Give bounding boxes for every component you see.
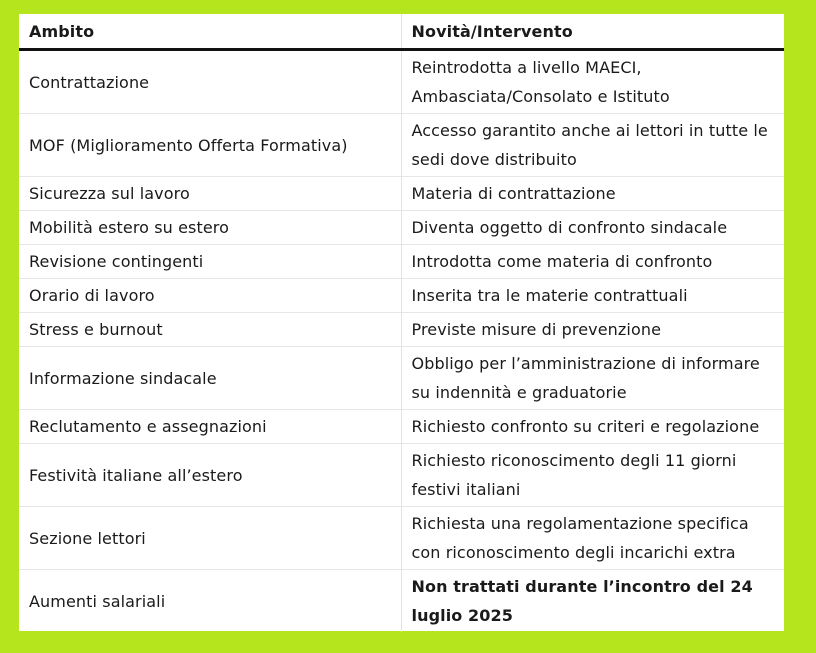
cell-intervento: Materia di contrattazione	[401, 177, 784, 211]
cell-intervento: Obbligo per l’amministrazione di informare su indennità e graduatorie	[401, 347, 784, 410]
column-header-ambito: Ambito	[19, 14, 401, 50]
cell-ambito: Orario di lavoro	[19, 279, 401, 313]
cell-intervento: Richiesto riconoscimento degli 11 giorni festivi italiani	[401, 444, 784, 507]
cell-ambito: MOF (Miglioramento Offerta Formativa)	[19, 114, 401, 177]
cell-intervento: Diventa oggetto di confronto sindacale	[401, 211, 784, 245]
cell-ambito: Stress e burnout	[19, 313, 401, 347]
cell-ambito: Festività italiane all’estero	[19, 444, 401, 507]
cell-intervento: Introdotta come materia di confronto	[401, 245, 784, 279]
table-row	[19, 313, 784, 347]
table-row	[19, 279, 784, 313]
table-row	[19, 410, 784, 444]
table-row	[19, 444, 784, 507]
table-row	[19, 177, 784, 211]
table-row	[19, 245, 784, 279]
cell-intervento: Accesso garantito anche ai lettori in tutte le sedi dove distribuito	[401, 114, 784, 177]
cell-intervento: Richiesto confronto su criteri e regolazione	[401, 410, 784, 444]
cell-ambito: Reclutamento e assegnazioni	[19, 410, 401, 444]
cell-ambito: Contrattazione	[19, 50, 401, 114]
cell-intervento: Richiesta una regolamentazione specifica con riconoscimento degli incarichi extra	[401, 507, 784, 570]
table-row	[19, 507, 784, 570]
table-row	[19, 114, 784, 177]
cell-intervento: Previste misure di prevenzione	[401, 313, 784, 347]
cell-ambito: Sezione lettori	[19, 507, 401, 570]
cell-ambito: Mobilità estero su estero	[19, 211, 401, 245]
table-row	[19, 211, 784, 245]
column-header-intervento: Novità/Intervento	[401, 14, 784, 50]
table-row	[19, 570, 784, 633]
cell-intervento: Non trattati durante l’incontro del 24 luglio 2025	[411, 577, 753, 625]
cell-intervento: Inserita tra le materie contrattuali	[401, 279, 784, 313]
cell-intervento: Reintrodotta a livello MAECI, Ambasciata/Consolato e Istituto	[401, 50, 784, 114]
table-header-row	[19, 14, 784, 50]
table-container	[19, 14, 784, 631]
table-row	[19, 50, 784, 114]
cell-ambito: Sicurezza sul lavoro	[19, 177, 401, 211]
cell-ambito: Informazione sindacale	[19, 347, 401, 410]
table-row	[19, 347, 784, 410]
interventions-table	[19, 14, 784, 632]
cell-ambito: Revisione contingenti	[19, 245, 401, 279]
cell-ambito: Aumenti salariali	[19, 570, 401, 633]
